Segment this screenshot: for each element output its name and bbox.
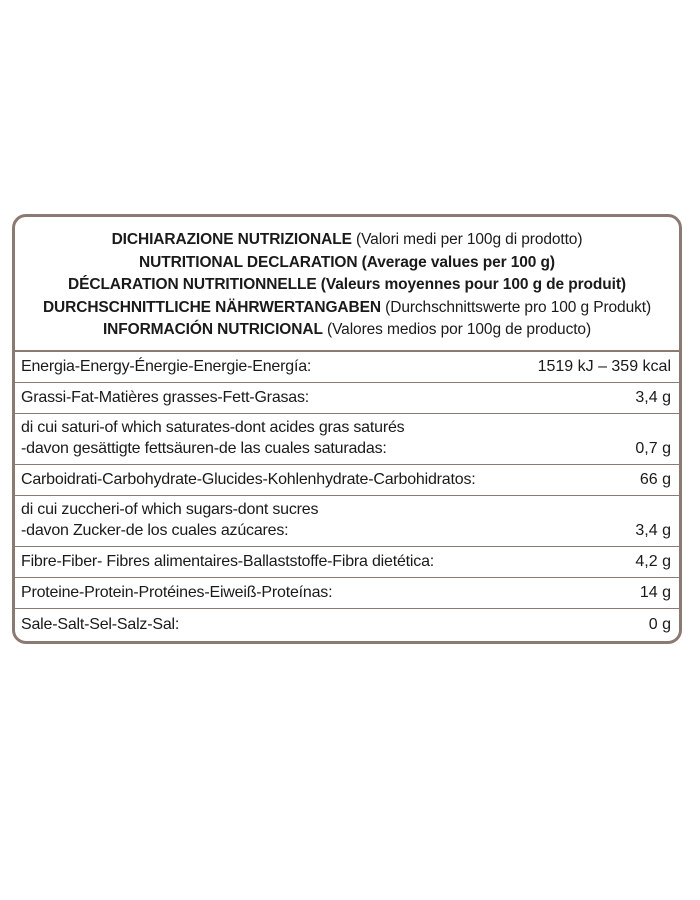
nutrient-label-sugars	[21, 499, 318, 541]
nutrient-value-energy: 1519 kJ – 359 kcal	[537, 358, 671, 375]
header-line-de	[15, 297, 679, 320]
nutrient-label-protein: Proteine-Protein-Protéines-Eiweiß-Proteínas:	[21, 584, 333, 601]
header-title-es: INFORMACIÓN NUTRICIONAL	[102, 321, 323, 338]
nutrient-label-saturates	[21, 417, 404, 459]
nutrient-value-fat: 3,4 g	[635, 389, 671, 406]
nutrient-label-sugars-line-2: -davon Zucker-de los cuales azúcares:	[21, 522, 289, 539]
header-title-de: DURCHSCHNITTLICHE NÄHRWERTANGABEN	[42, 298, 381, 316]
nutrient-value-carbohydrate: 66 g	[639, 471, 671, 488]
nutrient-label-sugars-line-1: di cui zuccheri-of which sugars-dont sucres	[21, 501, 319, 518]
nutrient-label-carbohydrate: Carboidrati-Carbohydrate-Glucides-Kohlenhydrate-Carbohidratos:	[21, 471, 476, 488]
header-title-en: NUTRITIONAL DECLARATION	[139, 253, 358, 271]
nutrient-row-salt	[15, 609, 679, 640]
nutrient-row-fat	[15, 383, 679, 414]
header-subtitle-fr: (Valeurs moyennes pour 100 g de produit)	[316, 276, 626, 293]
nutrition-header	[15, 217, 679, 352]
nutrient-value-fibre: 4,2 g	[635, 553, 671, 570]
header-subtitle-de: (Durchschnittswerte pro 100 g Produkt)	[380, 298, 652, 316]
header-subtitle-it: (Valori medi per 100g di prodotto)	[351, 231, 583, 248]
nutrient-label-saturates-line-1: di cui saturi-of which saturates-dont acides gras saturés	[21, 419, 405, 436]
nutrient-value-sugars: 3,4 g	[635, 522, 671, 539]
nutrient-row-carbohydrate	[15, 465, 679, 496]
nutrient-label-salt: Sale-Salt-Sel-Salz-Sal:	[21, 616, 180, 633]
header-subtitle-en: (Average values per 100 g)	[357, 253, 555, 271]
header-line-es	[15, 319, 679, 342]
header-title-it: DICHIARAZIONE NUTRIZIONALE	[111, 231, 352, 248]
nutrient-label-fat: Grassi-Fat-Matières grasses-Fett-Grasas:	[21, 389, 310, 406]
header-title-fr: DÉCLARATION NUTRITIONNELLE	[68, 276, 317, 293]
nutrient-row-saturates	[15, 414, 679, 465]
nutrient-label-fibre: Fibre-Fiber- Fibres alimentaires-Ballaststoffe-Fibra dietética:	[21, 553, 435, 570]
nutrient-row-energy	[15, 352, 679, 383]
nutrient-label-saturates-line-2: -davon gesättigte fettsäuren-de las cuales saturadas:	[21, 440, 387, 457]
nutrient-row-protein	[15, 578, 679, 609]
nutrient-row-sugars	[15, 496, 679, 547]
header-subtitle-es: (Valores medios por 100g de producto)	[322, 321, 592, 338]
nutrition-label	[12, 214, 682, 644]
nutrient-value-salt: 0 g	[648, 616, 671, 633]
header-line-it	[15, 229, 679, 252]
nutrient-row-fibre	[15, 547, 679, 578]
nutrient-value-saturates: 0,7 g	[635, 440, 671, 457]
nutrient-value-protein: 14 g	[639, 584, 671, 601]
header-line-en	[15, 252, 679, 275]
header-line-fr	[15, 274, 679, 297]
nutrient-label-energy: Energia-Energy-Énergie-Energie-Energía:	[21, 358, 312, 375]
